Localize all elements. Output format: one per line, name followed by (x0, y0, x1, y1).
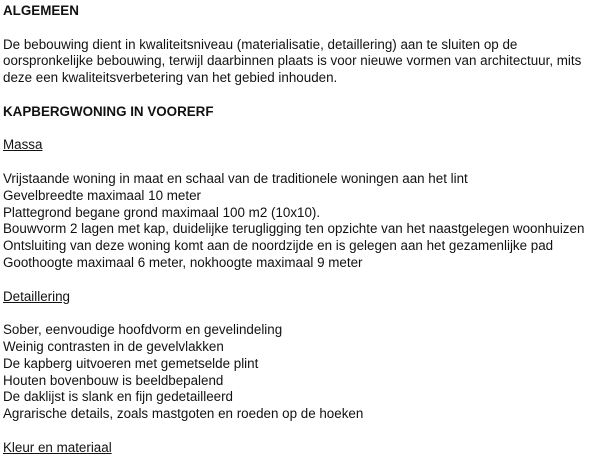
paragraph-line: oorspronkelijke bebouwing, terwijl daarbinnen plaats is voor nieuwe vormen van architectuur, mits (3, 53, 582, 69)
spacer (3, 87, 597, 104)
subheading-kleur-en-materiaal: Kleur en materiaal (3, 439, 112, 455)
list-line: Bouwvorm 2 lagen met kap, duidelijke terugligging ten opzichte van het naastgelegen woonhuizen (3, 221, 585, 237)
paragraph-line: De bebouwing dient in kwaliteitsniveau (materialisatie, detaillering) aan te sluiten op de (3, 36, 518, 52)
list-line: Agrarische details, zoals mastgoten en roeden op de hoeken (3, 406, 364, 422)
list-line: Ontsluiting van deze woning komt aan de noordzijde en is gelegen aan het gezamenlijke pad (3, 238, 554, 254)
list-line: Weinig contrasten in de gevelvlakken (3, 338, 224, 354)
list-line: Sober, eenvoudige hoofdvorm en gevelindeling (3, 322, 283, 338)
subheading-detaillering: Detaillering (3, 288, 70, 304)
spacer (3, 423, 597, 440)
spacer (3, 272, 597, 289)
document-body (3, 3, 597, 457)
list-line: Goothoogte maximaal 6 meter, nokhoogte maximaal 9 meter (3, 254, 363, 270)
spacer (3, 305, 597, 322)
section-heading-algemeen: ALGEMEEN (3, 3, 79, 18)
list-line: Houten bovenbouw is beeldbepalend (3, 372, 224, 388)
list-line: Gevelbreedte maximaal 10 meter (3, 187, 201, 203)
spacer (3, 121, 597, 138)
paragraph-line: deze een kwaliteitsverbetering van het gebied inhouden. (3, 70, 338, 86)
list-line: Vrijstaande woning in maat en schaal van de traditionele woningen aan het lint (3, 170, 468, 186)
list-line: De kapberg uitvoeren met gemetselde plint (3, 355, 259, 371)
spacer (3, 20, 597, 37)
list-line: De daklijst is slank en fijn gedetailleerd (3, 389, 233, 405)
section-heading-kapbergwoning: KAPBERGWONING IN VOORERF (3, 103, 214, 119)
subheading-massa: Massa (3, 137, 43, 153)
list-line: Plattegrond begane grond maximaal 100 m2 (10x10). (3, 204, 321, 220)
spacer (3, 154, 597, 171)
